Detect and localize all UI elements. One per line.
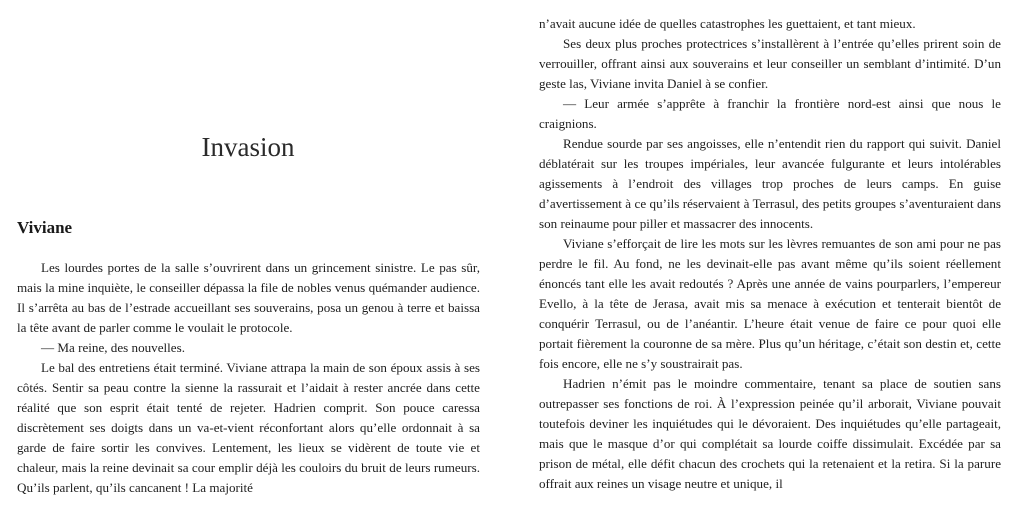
pov-heading: Viviane — [17, 218, 73, 237]
left-page-text — [17, 258, 480, 498]
paragraph-continuation: n’avait aucune idée de quelles catastrophes les guettaient, et tant mieux. — [539, 16, 916, 31]
right-page — [512, 0, 1024, 518]
paragraph: — Ma reine, des nouvelles. — [41, 340, 185, 355]
paragraph: — Leur armée s’apprête à franchir la frontière nord-est ainsi que nous le craignions. — [539, 96, 1001, 131]
paragraph: Hadrien n’émit pas le moindre commentaire, tenant sa place de soutien sans outrepasser ses fonctions de roi. À l’expression peinée qu’il arborait, Viviane pouvait toutefois deviner les inquiétudes qui le dévoraient. Des inquiétudes qu’elle partageait, mais que le masque d’or qui complétait sa lourde coiffe dissimulait. Excédée par sa prison de métal, elle défit chacun des crochets qui la retenaient et la retira. Si la parure offrait aux reines un visage neutre et unique, il — [539, 376, 1001, 491]
chapter-title: Invasion — [201, 132, 295, 162]
paragraph: Le bal des entretiens était terminé. Viviane attrapa la main de son époux assis à ses côtés. Sentir sa peau contre la sienne la rassurait et l’aidait à rester ancrée dans cette réalité que son esprit était tenté de rejeter. Hadrien comprit. Son pouce caressa discrètement ses doigts dans un va-et-vient réconfortant alors qu’elle ordonnait à sa garde de faire sortir les convives. Lentement, les lieux se vidèrent de toute vie et chaleur, mais la reine devinait sa cour emplir déjà les couloirs du bruit de leurs rumeurs. Qu’ils parlent, qu’ils cancanent ! La majorité — [17, 360, 480, 495]
right-page-text — [539, 14, 1001, 494]
paragraph: Viviane s’efforçait de lire les mots sur les lèvres remuantes de son ami pour ne pas perdre le fil. Au fond, ne les devinait-elle pas avant même qu’ils soient réellement énoncés tant elle les avait redoutés ? Après une année de vains pourparlers, l’empereur Evello, à la tête de Jerasa, avait mis sa menace à exécution et tenterait bientôt de conquérir Terrasul, ou de l’anéantir. L’heure était venue de faire ce pour quoi elle portait fièrement la couronne de sa mère. Plus qu’un héritage, c’était son destin et, cette fois encore, elle ne s’y soustrairait pas. — [539, 236, 1001, 371]
paragraph: Les lourdes portes de la salle s’ouvrirent dans un grincement sinistre. Le pas sûr, mais la mine inquiète, le conseiller dépassa la file de nobles venus quémander audience. Il s’arrêta au bas de l’estrade accueillant ses souverains, posa un genou à terre et baissa la tête avant de parler comme le voulait le protocole. — [17, 260, 480, 335]
paragraph: Ses deux plus proches protectrices s’installèrent à l’entrée qu’elles prirent soin de verrouiller, offrant ainsi aux souverains et leur conseiller un semblant d’intimité. D’un geste las, Viviane invita Daniel à se confier. — [539, 36, 1001, 91]
paragraph: Rendue sourde par ses angoisses, elle n’entendit rien du rapport qui suivit. Daniel déblatérait sur les troupes impériales, leur avancée fulgurante et leurs intolérables agissements à l’endroit des villages trop proches de leurs camps. En guise d’avertissement à ce qu’ils réservaient à Terrasul, des petits groupes s’aventuraient dans son reinaume pour piller et massacrer des innocents. — [539, 136, 1001, 231]
